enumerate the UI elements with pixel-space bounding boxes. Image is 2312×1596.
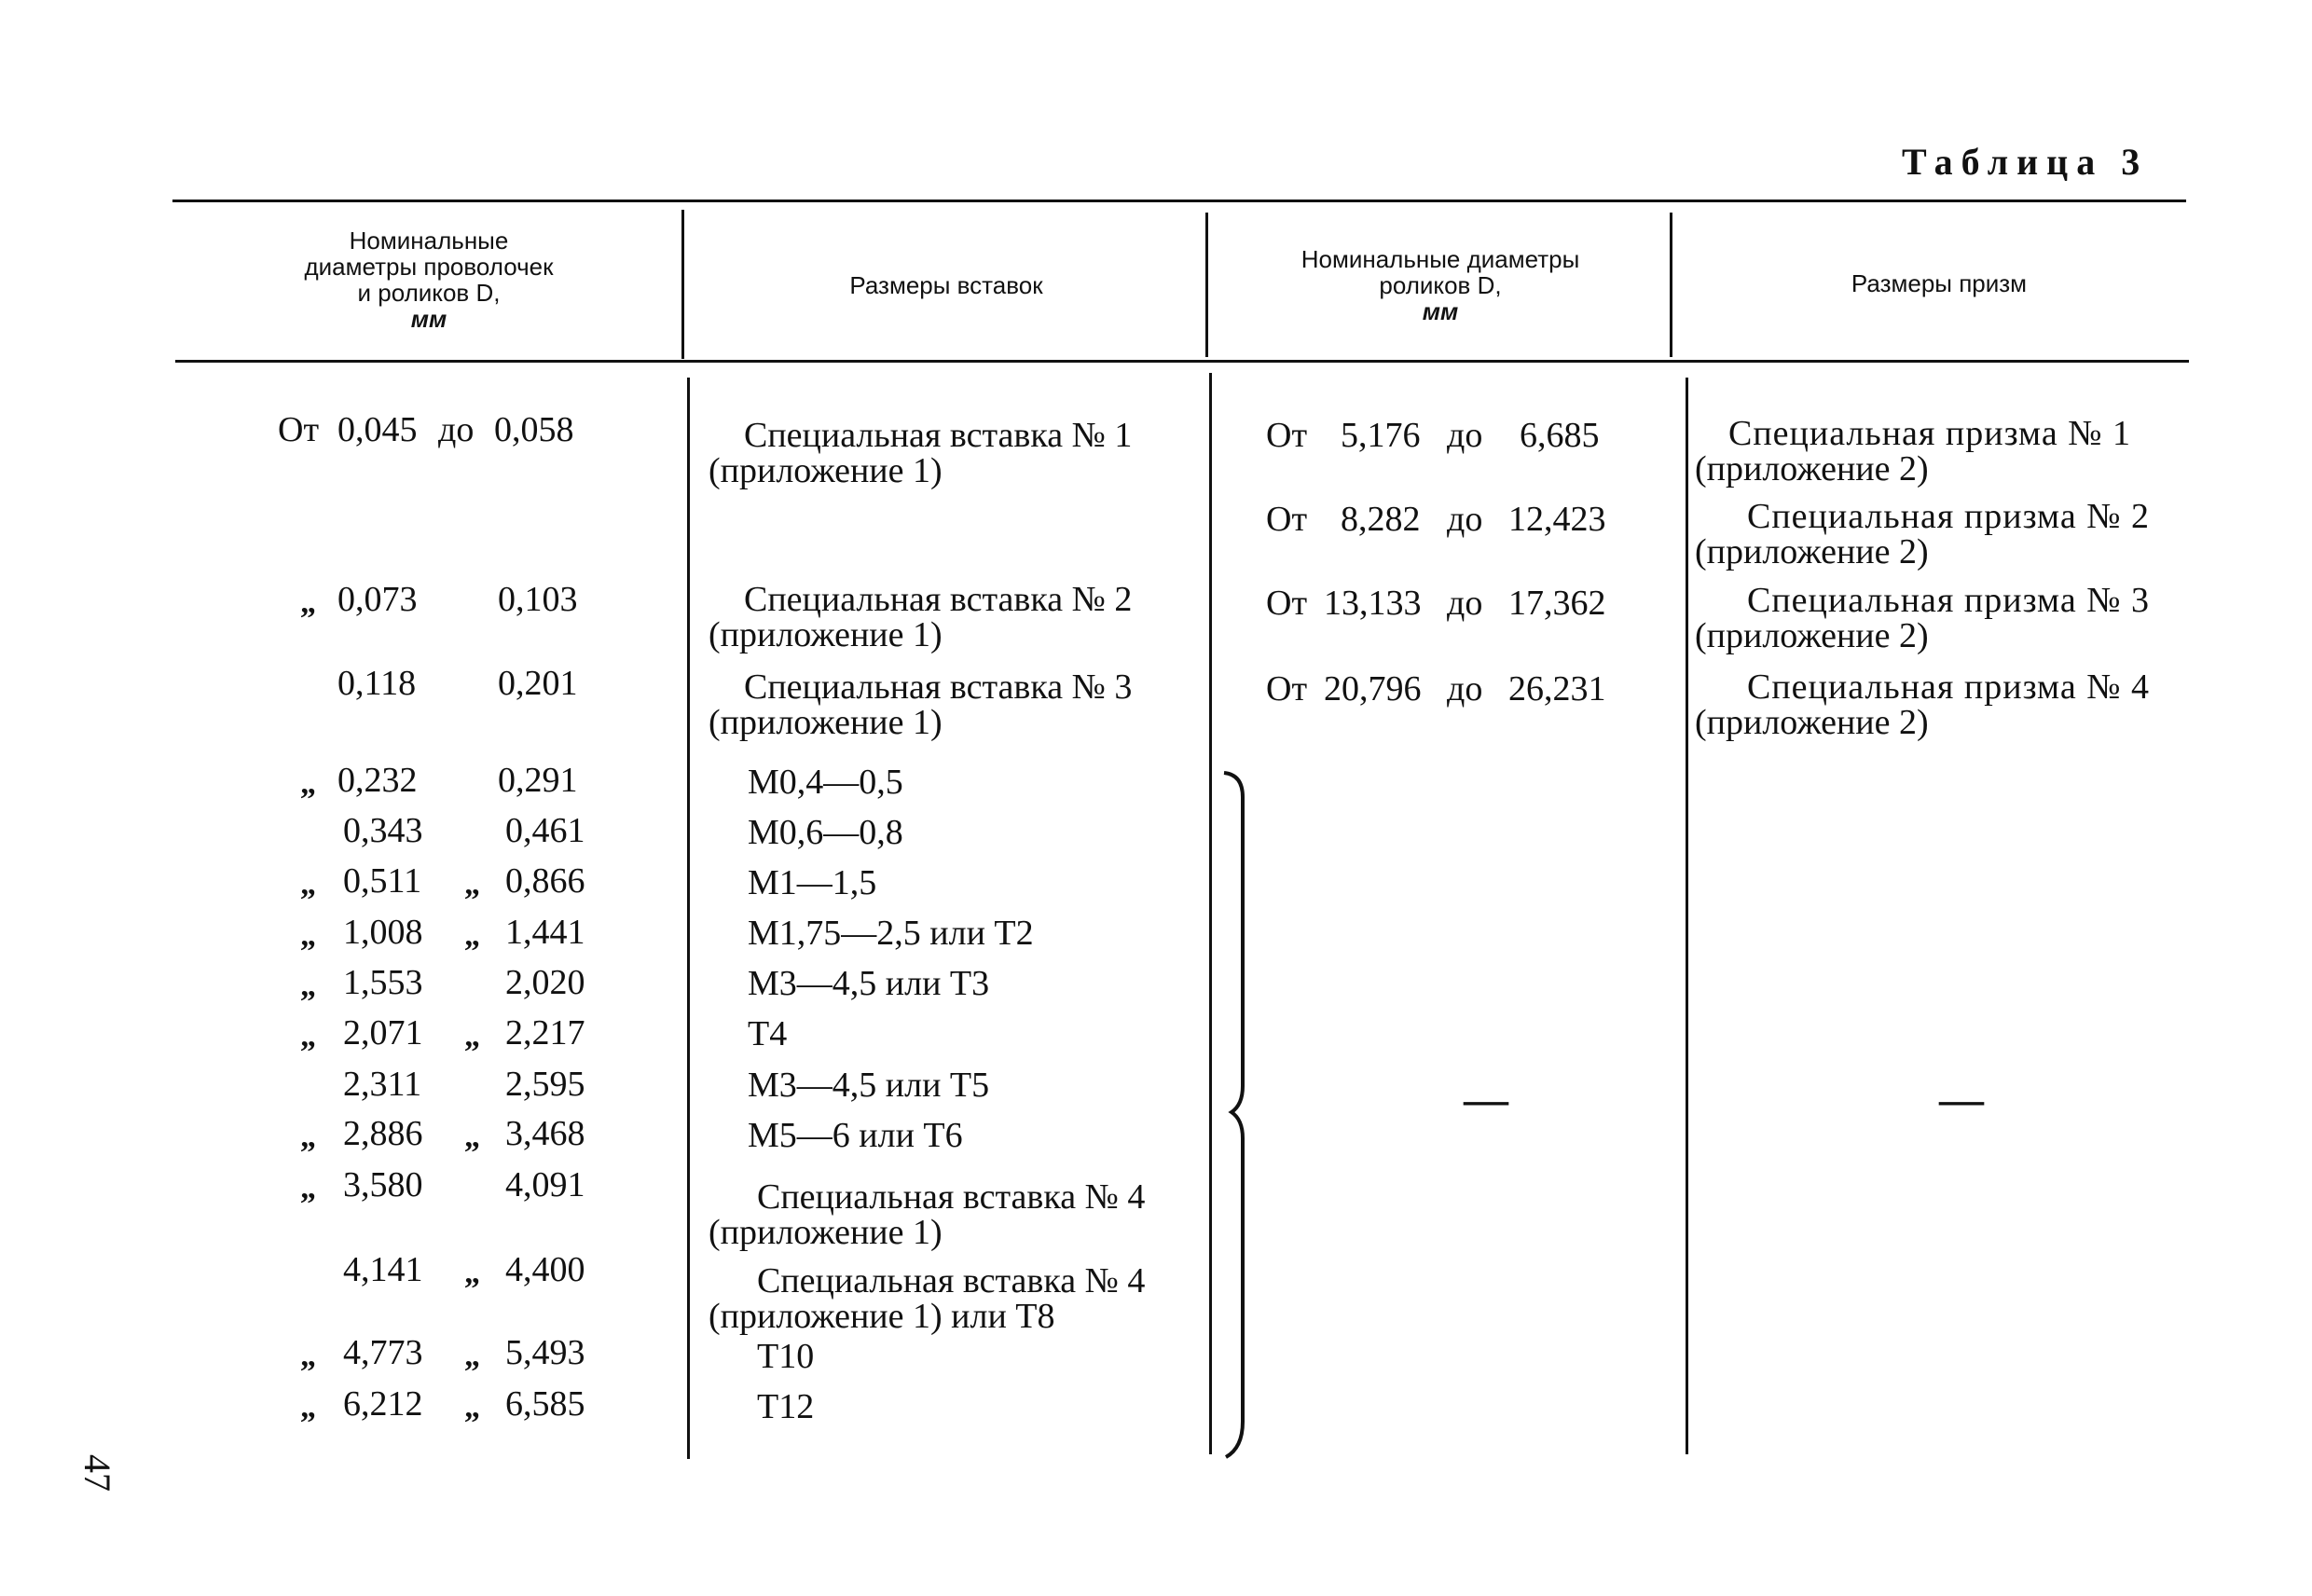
wire-row-to: 0,058 bbox=[494, 410, 574, 449]
roller-dash: — bbox=[1464, 1075, 1508, 1124]
roller-row-mid: до bbox=[1447, 416, 1483, 455]
wire-row-mid: „ bbox=[464, 918, 480, 953]
insert-item-line: Специальная вставка № 2 bbox=[744, 580, 1133, 619]
body-divider-3 bbox=[1686, 378, 1688, 1454]
roller-row-from: 8,282 bbox=[1341, 500, 1421, 539]
wire-row-to: 0,291 bbox=[498, 761, 578, 800]
prism-item-line: Специальная призма № 4 bbox=[1747, 667, 2150, 707]
wire-row-prefix: „ bbox=[300, 1390, 316, 1424]
group-bracket bbox=[1217, 769, 1254, 1459]
prism-item-line: Специальная призма № 1 bbox=[1728, 414, 2131, 453]
wire-row-prefix: „ bbox=[300, 918, 316, 953]
header-roller-line-1: Номинальные диаметры bbox=[1300, 245, 1580, 273]
wire-row-from: 1,008 bbox=[343, 913, 423, 952]
wire-row-from: 2,886 bbox=[343, 1114, 423, 1153]
insert-item bbox=[748, 1067, 989, 1103]
header-top-rule bbox=[172, 200, 2186, 202]
insert-item-line: М1—1,5 bbox=[748, 863, 877, 902]
prism-item-line: (приложение 2) bbox=[1695, 703, 1929, 742]
insert-item-line: (приложение 1) bbox=[709, 615, 943, 654]
insert-item bbox=[748, 764, 903, 800]
wire-row-prefix: От bbox=[278, 410, 320, 449]
insert-item bbox=[757, 1339, 814, 1374]
roller-row-prefix: От bbox=[1266, 669, 1308, 709]
wire-row-from: 2,071 bbox=[343, 1013, 423, 1053]
wire-row-to: 0,103 bbox=[498, 580, 578, 619]
wire-row-to: 0,461 bbox=[505, 811, 585, 850]
insert-item bbox=[757, 1389, 814, 1424]
roller-row-from: 13,133 bbox=[1324, 584, 1422, 623]
header-roller-unit: мм bbox=[1422, 297, 1459, 325]
wire-row-to: 6,585 bbox=[505, 1384, 585, 1424]
wire-row-from: 3,580 bbox=[343, 1165, 423, 1204]
header-wire-line-2: диаметры проволочек bbox=[304, 253, 554, 281]
prism-item bbox=[1695, 669, 2150, 740]
insert-item-line: М1,75—2,5 или Т2 bbox=[748, 914, 1034, 953]
roller-row-from: 5,176 bbox=[1341, 416, 1421, 455]
wire-row-to: 0,201 bbox=[498, 664, 578, 703]
header-wire-line-3: и роликов D, bbox=[357, 279, 501, 307]
insert-item bbox=[709, 669, 1132, 740]
wire-row-prefix: „ bbox=[300, 766, 316, 801]
prism-item-line: (приложение 2) bbox=[1695, 616, 1929, 655]
wire-row-mid: „ bbox=[464, 1120, 480, 1154]
header-bottom-rule bbox=[175, 360, 2189, 363]
prism-dash: — bbox=[1939, 1075, 1984, 1124]
wire-row-to: 2,217 bbox=[505, 1013, 585, 1053]
wire-row-prefix: „ bbox=[300, 969, 316, 1003]
wire-row-prefix: „ bbox=[300, 1171, 316, 1205]
roller-row-prefix: От bbox=[1266, 584, 1308, 623]
insert-item bbox=[748, 1016, 787, 1052]
insert-item-line: (приложение 1) bbox=[709, 451, 943, 490]
insert-item-line: М0,6—0,8 bbox=[748, 813, 903, 852]
wire-row-from: 0,118 bbox=[337, 664, 417, 703]
insert-item-line: М3—4,5 или Т3 bbox=[748, 964, 990, 1003]
prism-item bbox=[1695, 583, 2150, 654]
header-wire-diameters bbox=[270, 227, 587, 332]
wire-row-from: 4,141 bbox=[343, 1250, 423, 1289]
insert-item bbox=[748, 815, 903, 850]
wire-row-to: 4,091 bbox=[505, 1165, 585, 1204]
roller-row-to: 6,685 bbox=[1520, 416, 1600, 455]
insert-item-line: Специальная вставка № 4 bbox=[757, 1261, 1146, 1300]
header-prism-sizes: Размеры призм bbox=[1851, 269, 2028, 297]
wire-row-mid: „ bbox=[464, 1019, 480, 1053]
wire-row-to: 2,020 bbox=[505, 963, 585, 1002]
wire-row-from: 0,511 bbox=[343, 861, 422, 901]
roller-row-mid: до bbox=[1447, 500, 1483, 539]
insert-item-line: М5—6 или Т6 bbox=[748, 1116, 963, 1155]
wire-row-to: 3,468 bbox=[505, 1114, 585, 1153]
wire-row-to: 2,595 bbox=[505, 1065, 585, 1104]
prism-item-line: Специальная призма № 3 bbox=[1747, 581, 2150, 620]
header-roller-line-2: роликов D, bbox=[1379, 271, 1502, 299]
insert-item bbox=[709, 1179, 1145, 1250]
prism-item-line: Специальная призма № 2 bbox=[1747, 497, 2150, 536]
wire-row-mid: „ bbox=[464, 1256, 480, 1290]
page-number: 47 bbox=[76, 1454, 118, 1492]
header-divider-3 bbox=[1670, 213, 1672, 357]
roller-row-to: 12,423 bbox=[1508, 500, 1606, 539]
insert-item bbox=[748, 966, 989, 1001]
wire-row-prefix: „ bbox=[300, 1339, 316, 1373]
wire-row-to: 1,441 bbox=[505, 913, 585, 952]
insert-item bbox=[748, 1118, 963, 1153]
wire-row-to: 4,400 bbox=[505, 1250, 585, 1289]
wire-row-mid: „ bbox=[464, 1390, 480, 1424]
header-wire-line-1: Номинальные bbox=[349, 227, 509, 255]
roller-row-mid: до bbox=[1447, 669, 1483, 709]
insert-item bbox=[709, 418, 1132, 488]
body-divider-2 bbox=[1209, 373, 1212, 1454]
body-divider-1 bbox=[687, 378, 690, 1459]
wire-row-prefix: „ bbox=[300, 1120, 316, 1154]
wire-row-mid: „ bbox=[464, 1339, 480, 1373]
wire-row-from: 4,773 bbox=[343, 1333, 423, 1372]
prism-item-line: (приложение 2) bbox=[1695, 532, 1929, 571]
insert-item bbox=[709, 1263, 1145, 1334]
wire-row-mid: до bbox=[438, 410, 475, 449]
wire-row-prefix: „ bbox=[300, 867, 316, 901]
wire-row-from: 6,212 bbox=[343, 1384, 423, 1424]
wire-row-from: 0,045 bbox=[337, 410, 418, 449]
roller-row-to: 26,231 bbox=[1508, 669, 1606, 709]
prism-item-line: (приложение 2) bbox=[1695, 449, 1929, 488]
insert-item-line: Специальная вставка № 1 bbox=[744, 416, 1133, 455]
wire-row-prefix: „ bbox=[300, 585, 316, 620]
roller-row-prefix: От bbox=[1266, 416, 1308, 455]
header-divider-2 bbox=[1205, 213, 1208, 357]
header-divider-1 bbox=[681, 210, 684, 359]
insert-item bbox=[709, 582, 1132, 653]
header-insert-sizes: Размеры вставок bbox=[849, 271, 1043, 299]
insert-item bbox=[748, 915, 1034, 951]
table-label: Таблица 3 bbox=[1902, 141, 2149, 183]
insert-item bbox=[748, 865, 876, 901]
insert-item-line: Т4 bbox=[748, 1014, 788, 1053]
roller-row-to: 17,362 bbox=[1508, 584, 1606, 623]
header-roller-diameters bbox=[1212, 246, 1669, 324]
wire-row-from: 1,553 bbox=[343, 963, 423, 1002]
wire-row-to: 5,493 bbox=[505, 1333, 585, 1372]
insert-item-line: Специальная вставка № 4 bbox=[757, 1177, 1146, 1217]
wire-row-prefix: „ bbox=[300, 1019, 316, 1053]
wire-row-mid: „ bbox=[464, 867, 480, 901]
insert-item-line: Т12 bbox=[757, 1387, 815, 1426]
header-wire-unit: мм bbox=[410, 305, 447, 333]
insert-item-line: (приложение 1) bbox=[709, 703, 943, 742]
roller-row-prefix: От bbox=[1266, 500, 1308, 539]
roller-row-from: 20,796 bbox=[1324, 669, 1422, 709]
insert-item-line: Т10 bbox=[757, 1337, 815, 1376]
wire-row-from: 0,232 bbox=[337, 761, 418, 800]
insert-item-line: Специальная вставка № 3 bbox=[744, 667, 1133, 707]
roller-row-mid: до bbox=[1447, 584, 1483, 623]
prism-item bbox=[1695, 499, 2150, 570]
insert-item-line: (приложение 1) или Т8 bbox=[709, 1297, 1055, 1336]
wire-row-from: 0,343 bbox=[343, 811, 423, 850]
wire-row-from: 0,073 bbox=[337, 580, 418, 619]
prism-item bbox=[1695, 416, 2131, 487]
insert-item-line: М3—4,5 или Т5 bbox=[748, 1066, 990, 1105]
insert-item-line: (приложение 1) bbox=[709, 1213, 943, 1252]
wire-row-to: 0,866 bbox=[505, 861, 585, 901]
wire-row-from: 2,311 bbox=[343, 1065, 422, 1104]
insert-item-line: М0,4—0,5 bbox=[748, 763, 903, 802]
